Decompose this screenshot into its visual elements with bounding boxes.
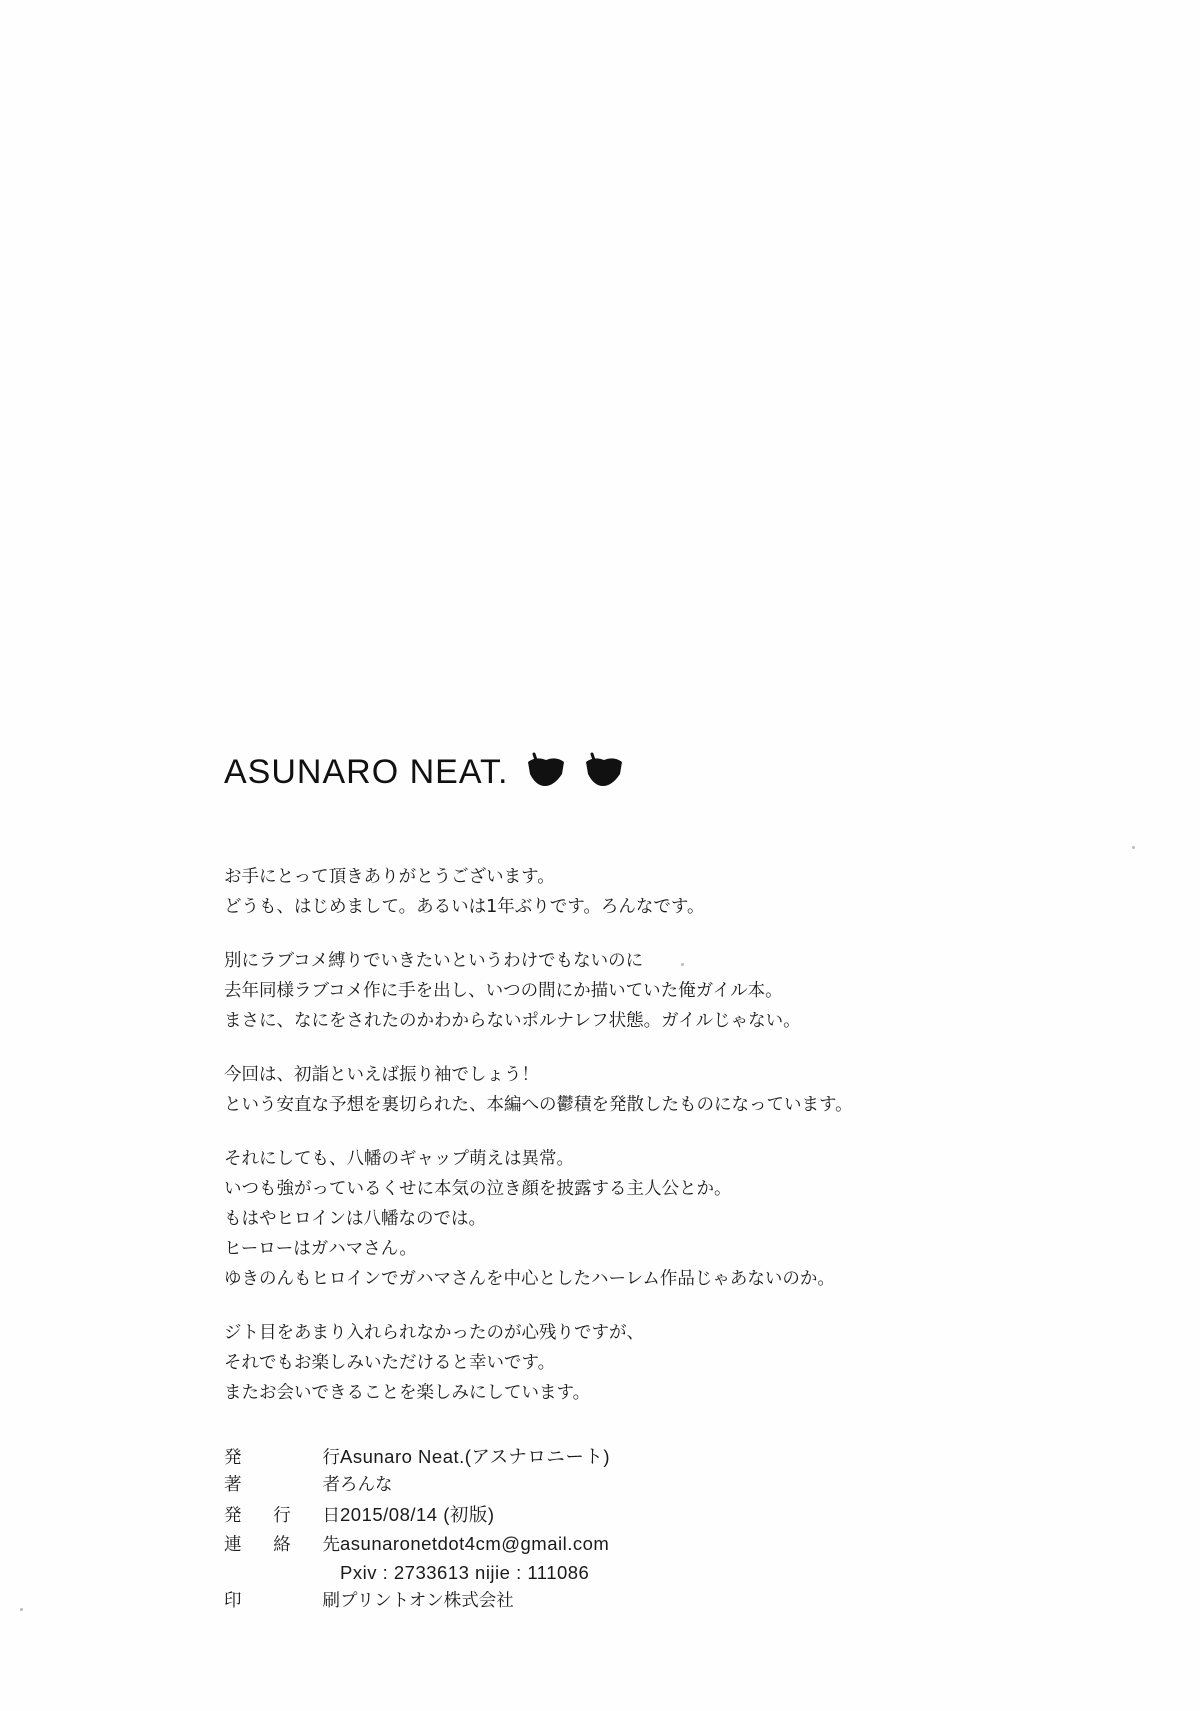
paragraph (224, 946, 1084, 1036)
brand-header (224, 752, 634, 792)
colophon-label-char: 日 (322, 1506, 340, 1526)
colophon-row (224, 1500, 610, 1529)
paragraph (224, 862, 1084, 922)
colophon-value: 2015/08/14 (初版) (340, 1504, 495, 1525)
colophon-value: Asunaro Neat.(アスナロニート) (340, 1446, 610, 1467)
paragraph (224, 1060, 1084, 1120)
colophon-label-char: 連 (224, 1535, 242, 1555)
colophon-label (224, 1444, 340, 1473)
text-line: それにしても、八幡のギャップ萌えは異常。 (224, 1149, 574, 1169)
text-line: という安直な予想を裏切られた、本編への鬱積を発散したものになっています。 (224, 1095, 853, 1115)
scan-speck (20, 1608, 23, 1611)
colophon-label-char: 印 (224, 1591, 242, 1611)
colophon-row (224, 1471, 610, 1500)
colophon-label-char: 行 (322, 1448, 340, 1468)
colophon-label-char: 発 (224, 1506, 242, 1526)
colophon-label-char: 発 (224, 1448, 242, 1468)
colophon-label (224, 1471, 340, 1500)
text-line: お手にとって頂きありがとうございます。 (224, 867, 555, 887)
colophon (224, 1442, 610, 1616)
afterword-body (224, 862, 1084, 1432)
text-line: またお会いできることを楽しみにしています。 (224, 1383, 591, 1403)
scan-speck (681, 963, 684, 966)
colophon-label-char: 刷 (322, 1591, 340, 1611)
text-line: 去年同様ラブコメ作に手を出し、いつの間にか描いていた俺ガイル本。 (224, 981, 783, 1001)
colophon-row (224, 1587, 610, 1616)
colophon-value: asunaronetdot4cm@gmail.com (340, 1533, 610, 1554)
glaring-eyes-logo-icon (524, 752, 634, 792)
scan-speck (1132, 846, 1135, 849)
colophon-label (224, 1502, 340, 1531)
colophon-label-char: 者 (322, 1475, 340, 1495)
text-line: ヒーローはガハマさん。 (224, 1239, 417, 1259)
brand-name: ASUNARO NEAT. (224, 753, 509, 791)
colophon-value: ろんな (340, 1475, 393, 1495)
colophon-label (224, 1587, 340, 1616)
text-line: それでもお楽しみいただけると幸いです。 (224, 1353, 556, 1373)
colophon-row (224, 1529, 610, 1558)
colophon-value: Pxiv : 2733613 nijie : 111086 (340, 1562, 590, 1583)
text-line: 別にラブコメ縛りでいきたいというわけでもないのに (224, 951, 644, 971)
colophon-row (224, 1442, 610, 1471)
colophon-label (224, 1531, 340, 1560)
paragraph (224, 1144, 1084, 1294)
colophon-label-char: 絡 (273, 1535, 291, 1555)
colophon-row (224, 1558, 610, 1587)
text-line: もはやヒロインは八幡なのでは。 (224, 1209, 486, 1229)
text-line: いつも強がっているくせに本気の泣き顔を披露する主人公とか。 (224, 1179, 732, 1199)
text-line: 今回は、初詣といえば振り袖でしょう！ (224, 1065, 539, 1085)
colophon-label-char: 先 (322, 1535, 340, 1555)
text-line: ジト目をあまり入れられなかったのが心残りですが、 (224, 1323, 644, 1343)
paragraph (224, 1318, 1084, 1408)
colophon-label-char: 行 (273, 1506, 291, 1526)
text-line: どうも、はじめまして。あるいは1年ぶりです。ろんなです。 (224, 897, 705, 917)
colophon-value: プリントオン株式会社 (340, 1591, 514, 1611)
text-line: まさに、なにをされたのかわからないポルナレフ状態。ガイルじゃない。 (224, 1011, 801, 1031)
colophon-label-char: 著 (224, 1475, 242, 1495)
text-line: ゆきのんもヒロインでガハマさんを中心としたハーレム作品じゃあないのか。 (224, 1269, 835, 1289)
